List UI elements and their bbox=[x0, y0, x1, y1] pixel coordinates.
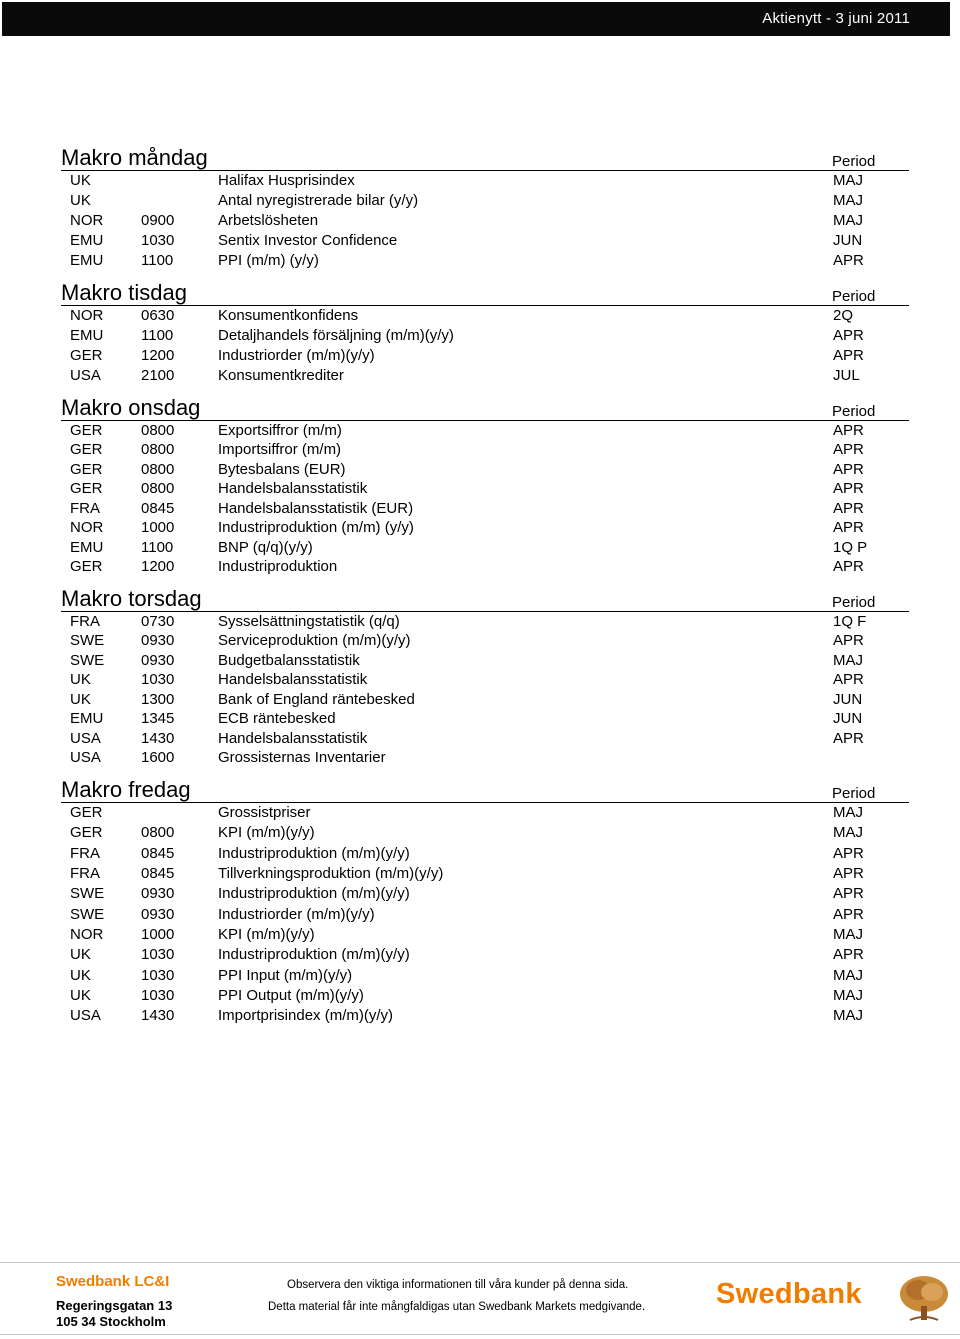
period-value: JUL bbox=[833, 367, 860, 384]
indicator-name: PPI Input (m/m)(y/y) bbox=[218, 966, 353, 984]
calendar-row bbox=[61, 710, 909, 730]
period-value: APR bbox=[833, 865, 864, 883]
country-code: GER bbox=[70, 804, 103, 822]
calendar-row bbox=[61, 171, 909, 191]
section bbox=[61, 142, 909, 271]
indicator-name: Handelsbalansstatistik bbox=[218, 480, 368, 498]
release-time: 0930 bbox=[141, 905, 175, 923]
footer-street: Regeringsgatan 13 bbox=[56, 1298, 173, 1313]
indicator-name: Grossisternas Inventarier bbox=[218, 749, 386, 767]
indicator-name: Detaljhandels försäljning (m/m)(y/y) bbox=[218, 327, 454, 344]
country-code: USA bbox=[70, 1007, 101, 1025]
calendar-row bbox=[61, 326, 909, 346]
country-code: SWE bbox=[70, 905, 105, 923]
calendar-row bbox=[61, 460, 909, 480]
indicator-name: ECB räntebesked bbox=[218, 710, 336, 728]
release-time: 1200 bbox=[141, 558, 175, 576]
indicator-name: Bank of England räntebesked bbox=[218, 690, 415, 708]
period-value: APR bbox=[833, 844, 864, 862]
period-value: MAJ bbox=[833, 925, 863, 943]
calendar-row bbox=[61, 884, 909, 904]
indicator-name: Serviceproduktion (m/m)(y/y) bbox=[218, 632, 411, 650]
period-value: MAJ bbox=[833, 804, 863, 822]
calendar-row bbox=[61, 519, 909, 539]
period-value: MAJ bbox=[833, 172, 863, 189]
indicator-name: Konsumentkrediter bbox=[218, 367, 344, 384]
release-time: 0800 bbox=[141, 460, 175, 478]
release-time: 1030 bbox=[141, 966, 175, 984]
country-code: EMU bbox=[70, 232, 104, 249]
country-code: UK bbox=[70, 192, 91, 209]
country-code: GER bbox=[70, 441, 103, 459]
period-column-header: Period bbox=[832, 785, 876, 802]
indicator-name: Industriproduktion (m/m)(y/y) bbox=[218, 885, 410, 903]
country-code: GER bbox=[70, 347, 103, 364]
period-value: APR bbox=[833, 671, 864, 689]
calendar-row bbox=[61, 538, 909, 558]
indicator-name: Industriorder (m/m)(y/y) bbox=[218, 905, 375, 923]
calendar-row bbox=[61, 986, 909, 1006]
release-time: 1430 bbox=[141, 729, 175, 747]
oak-tree-icon bbox=[896, 1272, 952, 1322]
release-time: 0800 bbox=[141, 480, 175, 498]
release-time: 0930 bbox=[141, 651, 175, 669]
period-column-header: Period bbox=[832, 403, 876, 420]
country-code: NOR bbox=[70, 519, 104, 537]
calendar-row bbox=[61, 306, 909, 326]
release-time: 0800 bbox=[141, 441, 175, 459]
footer-bottom-divider bbox=[0, 1334, 960, 1335]
calendar-row bbox=[61, 251, 909, 271]
release-time: 0930 bbox=[141, 632, 175, 650]
swedbank-logo bbox=[716, 1272, 952, 1322]
country-code: EMU bbox=[70, 710, 104, 728]
period-value: APR bbox=[833, 480, 864, 498]
section bbox=[61, 392, 909, 577]
indicator-name: PPI Output (m/m)(y/y) bbox=[218, 986, 364, 1004]
period-value: MAJ bbox=[833, 1007, 863, 1025]
indicator-name: Handelsbalansstatistik bbox=[218, 729, 368, 747]
country-code: UK bbox=[70, 172, 91, 189]
macro-calendar bbox=[61, 142, 909, 1032]
indicator-name: Exportsiffror (m/m) bbox=[218, 421, 342, 439]
calendar-row bbox=[61, 366, 909, 386]
period-column-header: Period bbox=[832, 153, 876, 170]
header-date: Aktienytt - 3 juni 2011 bbox=[762, 10, 910, 27]
release-time: 1100 bbox=[141, 538, 174, 556]
calendar-row bbox=[61, 211, 909, 231]
country-code: USA bbox=[70, 367, 101, 384]
period-value: APR bbox=[833, 421, 864, 439]
period-column-header: Period bbox=[832, 288, 876, 305]
indicator-name: Importprisindex (m/m)(y/y) bbox=[218, 1007, 394, 1025]
section-title: Makro torsdag bbox=[61, 586, 202, 611]
country-code: FRA bbox=[70, 499, 100, 517]
calendar-row bbox=[61, 803, 909, 823]
country-code: NOR bbox=[70, 307, 104, 324]
indicator-name: Arbetslösheten bbox=[218, 212, 319, 229]
release-time: 1000 bbox=[141, 925, 175, 943]
country-code: SWE bbox=[70, 651, 105, 669]
calendar-row bbox=[61, 441, 909, 461]
country-code: GER bbox=[70, 480, 103, 498]
period-value: JUN bbox=[833, 690, 863, 708]
release-time: 1100 bbox=[141, 252, 174, 269]
section-title: Makro tisdag bbox=[61, 280, 187, 305]
indicator-name: Industriproduktion (m/m)(y/y) bbox=[218, 844, 410, 862]
country-code: UK bbox=[70, 986, 91, 1004]
period-value: APR bbox=[833, 252, 864, 269]
release-time: 1200 bbox=[141, 347, 175, 364]
country-code: UK bbox=[70, 966, 91, 984]
period-value: APR bbox=[833, 499, 864, 517]
indicator-name: Sentix Investor Confidence bbox=[218, 232, 398, 249]
calendar-row bbox=[61, 480, 909, 500]
section-header bbox=[61, 392, 909, 421]
section bbox=[61, 774, 909, 1026]
release-time: 1030 bbox=[141, 671, 175, 689]
country-code: SWE bbox=[70, 885, 105, 903]
country-code: EMU bbox=[70, 252, 104, 269]
country-code: GER bbox=[70, 421, 103, 439]
release-time: 0630 bbox=[141, 307, 175, 324]
section-title: Makro onsdag bbox=[61, 395, 201, 420]
period-value: MAJ bbox=[833, 824, 863, 842]
indicator-name: Halifax Husprisindex bbox=[218, 172, 355, 189]
release-time: 1300 bbox=[141, 690, 175, 708]
indicator-name: Industriproduktion bbox=[218, 558, 338, 576]
period-value: 1Q P bbox=[833, 538, 868, 556]
indicator-name: Tillverkningsproduktion (m/m)(y/y) bbox=[218, 865, 444, 883]
period-value: APR bbox=[833, 905, 864, 923]
calendar-row bbox=[61, 729, 909, 749]
section-header bbox=[61, 277, 909, 306]
country-code: UK bbox=[70, 690, 91, 708]
period-value: APR bbox=[833, 885, 864, 903]
country-code: SWE bbox=[70, 632, 105, 650]
footer-divider bbox=[0, 1262, 960, 1263]
indicator-name: Handelsbalansstatistik bbox=[218, 671, 368, 689]
release-time: 0845 bbox=[141, 499, 175, 517]
indicator-name: Bytesbalans (EUR) bbox=[218, 460, 346, 478]
release-time: 1100 bbox=[141, 327, 174, 344]
release-time: 1000 bbox=[141, 519, 175, 537]
release-time: 0800 bbox=[141, 421, 175, 439]
calendar-row bbox=[61, 690, 909, 710]
release-time: 1345 bbox=[141, 710, 175, 728]
period-value: APR bbox=[833, 632, 864, 650]
release-time: 1600 bbox=[141, 749, 175, 767]
calendar-row bbox=[61, 671, 909, 691]
section-header bbox=[61, 774, 909, 803]
period-value: MAJ bbox=[833, 212, 863, 229]
calendar-row bbox=[61, 823, 909, 843]
calendar-row bbox=[61, 864, 909, 884]
calendar-row bbox=[61, 925, 909, 945]
calendar-row bbox=[61, 965, 909, 985]
period-value: 2Q bbox=[833, 307, 854, 324]
release-time: 1030 bbox=[141, 232, 175, 249]
period-value: APR bbox=[833, 441, 864, 459]
calendar-row bbox=[61, 945, 909, 965]
calendar-row bbox=[61, 558, 909, 578]
release-time: 0800 bbox=[141, 824, 175, 842]
calendar-row bbox=[61, 346, 909, 366]
calendar-row bbox=[61, 612, 909, 632]
period-value: MAJ bbox=[833, 651, 863, 669]
indicator-name: BNP (q/q)(y/y) bbox=[218, 538, 313, 556]
indicator-name: Industriproduktion (m/m) (y/y) bbox=[218, 519, 414, 537]
period-value: APR bbox=[833, 327, 864, 344]
country-code: GER bbox=[70, 824, 103, 842]
section bbox=[61, 583, 909, 768]
section-header bbox=[61, 583, 909, 612]
calendar-row bbox=[61, 749, 909, 769]
indicator-name: PPI (m/m) (y/y) bbox=[218, 252, 319, 269]
indicator-name: Grossistpriser bbox=[218, 804, 311, 822]
indicator-name: KPI (m/m)(y/y) bbox=[218, 925, 315, 943]
section bbox=[61, 277, 909, 386]
calendar-row bbox=[61, 632, 909, 652]
section-title: Makro fredag bbox=[61, 777, 191, 802]
indicator-name: Budgetbalansstatistik bbox=[218, 651, 360, 669]
country-code: UK bbox=[70, 946, 91, 964]
period-value: JUN bbox=[833, 232, 863, 249]
period-value: APR bbox=[833, 460, 864, 478]
header-bar bbox=[2, 2, 950, 36]
calendar-row bbox=[61, 499, 909, 519]
footer-note-copyright: Detta material får inte mångfaldigas utan Swedbank Markets medgivande. bbox=[268, 1301, 646, 1313]
country-code: EMU bbox=[70, 538, 104, 556]
country-code: NOR bbox=[70, 212, 104, 229]
calendar-row bbox=[61, 421, 909, 441]
indicator-name: Industriproduktion (m/m)(y/y) bbox=[218, 946, 410, 964]
period-value: MAJ bbox=[833, 192, 863, 209]
release-time: 1430 bbox=[141, 1007, 175, 1025]
release-time: 0900 bbox=[141, 212, 175, 229]
period-column-header: Period bbox=[832, 594, 876, 611]
release-time: 0730 bbox=[141, 612, 175, 630]
footer-brand: Swedbank LC&I bbox=[56, 1273, 170, 1290]
country-code: NOR bbox=[70, 925, 104, 943]
country-code: GER bbox=[70, 558, 103, 576]
period-value: 1Q F bbox=[833, 612, 867, 630]
period-value: APR bbox=[833, 946, 864, 964]
period-value: JUN bbox=[833, 710, 863, 728]
period-value: APR bbox=[833, 519, 864, 537]
logo-text: Swedbank bbox=[716, 1278, 862, 1310]
release-time: 2100 bbox=[141, 367, 175, 384]
country-code: FRA bbox=[70, 844, 100, 862]
release-time: 0845 bbox=[141, 865, 175, 883]
release-time: 1030 bbox=[141, 986, 175, 1004]
release-time: 0930 bbox=[141, 885, 175, 903]
period-value: APR bbox=[833, 558, 864, 576]
indicator-name: Industriorder (m/m)(y/y) bbox=[218, 347, 375, 364]
calendar-row bbox=[61, 231, 909, 251]
indicator-name: Handelsbalansstatistik (EUR) bbox=[218, 499, 414, 517]
calendar-row bbox=[61, 904, 909, 924]
release-time: 1030 bbox=[141, 946, 175, 964]
indicator-name: Antal nyregistrerade bilar (y/y) bbox=[218, 192, 419, 209]
country-code: USA bbox=[70, 749, 101, 767]
section-header bbox=[61, 142, 909, 171]
footer-note-important: Observera den viktiga informationen till våra kunder på denna sida. bbox=[287, 1279, 629, 1291]
country-code: USA bbox=[70, 729, 101, 747]
footer-city: 105 34 Stockholm bbox=[56, 1314, 166, 1329]
country-code: GER bbox=[70, 460, 103, 478]
indicator-name: Konsumentkonfidens bbox=[218, 307, 359, 324]
period-value: APR bbox=[833, 347, 864, 364]
calendar-row bbox=[61, 1006, 909, 1026]
calendar-row bbox=[61, 844, 909, 864]
country-code: FRA bbox=[70, 865, 100, 883]
period-value: MAJ bbox=[833, 986, 863, 1004]
country-code: EMU bbox=[70, 327, 104, 344]
period-value: MAJ bbox=[833, 966, 863, 984]
indicator-name: KPI (m/m)(y/y) bbox=[218, 824, 315, 842]
country-code: UK bbox=[70, 671, 91, 689]
indicator-name: Sysselsättningstatistik (q/q) bbox=[218, 612, 400, 630]
section-title: Makro måndag bbox=[61, 145, 208, 170]
release-time: 0845 bbox=[141, 844, 175, 862]
calendar-row bbox=[61, 191, 909, 211]
indicator-name: Importsiffror (m/m) bbox=[218, 441, 342, 459]
country-code: FRA bbox=[70, 612, 100, 630]
period-value: APR bbox=[833, 729, 864, 747]
calendar-row bbox=[61, 651, 909, 671]
